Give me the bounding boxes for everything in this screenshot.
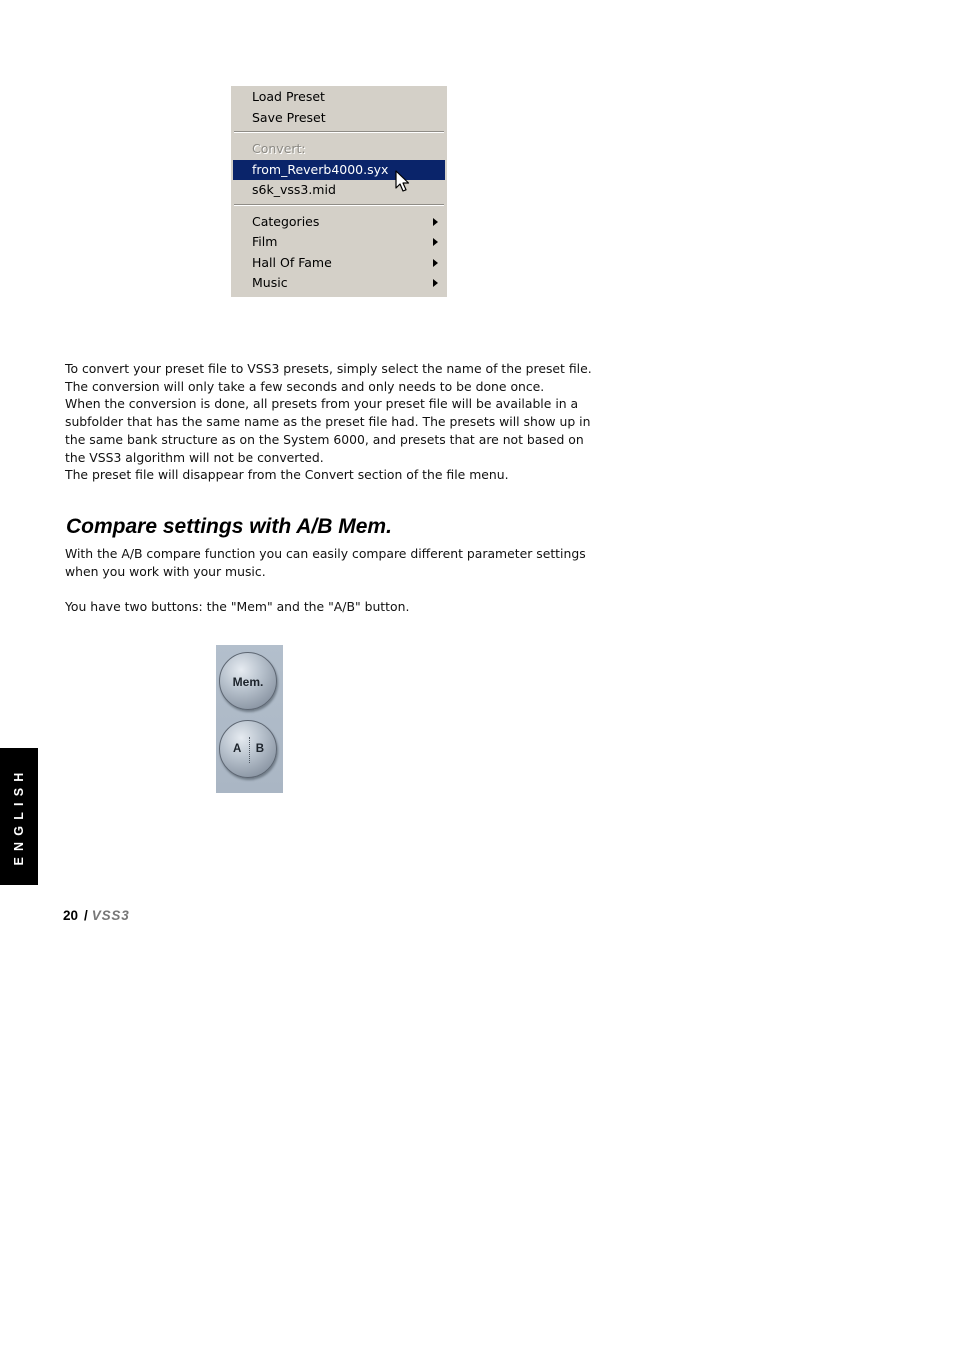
- buttons-description: [65, 598, 625, 616]
- page-footer: [63, 908, 130, 923]
- text-line: With the A/B compare function you can easily compare different parameter settings: [65, 546, 586, 561]
- menu-item-s6k-vss3[interactable]: [233, 180, 445, 200]
- section-heading: Compare settings with A/B Mem.: [66, 515, 392, 538]
- submenu-arrow-icon: [433, 238, 438, 246]
- text-line: the VSS3 algorithm will not be converted.: [65, 449, 324, 465]
- language-label: ENGLISH: [12, 766, 26, 866]
- menu-item-label: Save Preset: [252, 110, 326, 125]
- text-line: The preset file will disappear from the Convert section of the file menu.: [65, 467, 509, 483]
- menu-item-convert-header: [233, 139, 445, 159]
- ab-toggle-button[interactable]: [219, 720, 277, 778]
- menu-item-label: Categories: [252, 214, 320, 229]
- menu-item-from-reverb4000[interactable]: [233, 160, 445, 180]
- menu-item-music[interactable]: [233, 273, 445, 293]
- text-line: When the conversion is done, all presets from your preset file will be available in a: [65, 396, 579, 412]
- text-line: subfolder that has the same name as the preset file had. The presets will show up in: [65, 414, 591, 430]
- submenu-arrow-icon: [433, 259, 438, 267]
- menu-item-hall-of-fame[interactable]: [233, 253, 445, 273]
- mem-button[interactable]: [219, 652, 277, 710]
- mem-button-label: Mem.: [232, 675, 264, 689]
- menu-item-label: Music: [252, 275, 288, 290]
- text-line: when you work with your music.: [65, 563, 266, 579]
- a-label: A: [233, 743, 242, 755]
- ab-divider: [249, 737, 250, 763]
- submenu-arrow-icon: [433, 279, 438, 287]
- language-side-tab: [0, 748, 38, 885]
- menu-item-save-preset[interactable]: [233, 108, 445, 128]
- b-label: B: [255, 743, 264, 755]
- menu-item-label: Load Preset: [252, 89, 325, 104]
- footer-separator: /: [84, 908, 88, 923]
- ab-compare-description: [65, 545, 625, 580]
- page-number: 20: [63, 908, 79, 923]
- menu-separator: [234, 131, 444, 133]
- submenu-arrow-icon: [433, 218, 438, 226]
- menu-item-label: from_Reverb4000.syx: [252, 162, 389, 177]
- menu-item-label: Hall Of Fame: [252, 255, 332, 270]
- menu-item-label: Convert:: [252, 141, 306, 156]
- text-line: To convert your preset file to VSS3 presets, simply select the name of the preset file.: [65, 361, 592, 376]
- menu-item-load-preset[interactable]: [233, 87, 445, 107]
- text-line: The conversion will only take a few seconds and only needs to be done once.: [65, 378, 545, 394]
- convert-instructions: [65, 360, 625, 484]
- ab-mem-button-panel: [216, 645, 283, 793]
- menu-item-label: s6k_vss3.mid: [252, 182, 336, 197]
- mouse-pointer-icon: [395, 170, 411, 194]
- menu-item-categories[interactable]: [233, 212, 445, 232]
- text-line: You have two buttons: the "Mem" and the "A/B" button.: [65, 599, 410, 614]
- menu-separator: [234, 204, 444, 206]
- preset-file-menu: [231, 86, 447, 297]
- product-name: VSS3: [91, 908, 130, 923]
- text-line: the same bank structure as on the System 6000, and presets that are not based on: [65, 431, 584, 447]
- menu-item-film[interactable]: [233, 232, 445, 252]
- menu-item-label: Film: [252, 234, 278, 249]
